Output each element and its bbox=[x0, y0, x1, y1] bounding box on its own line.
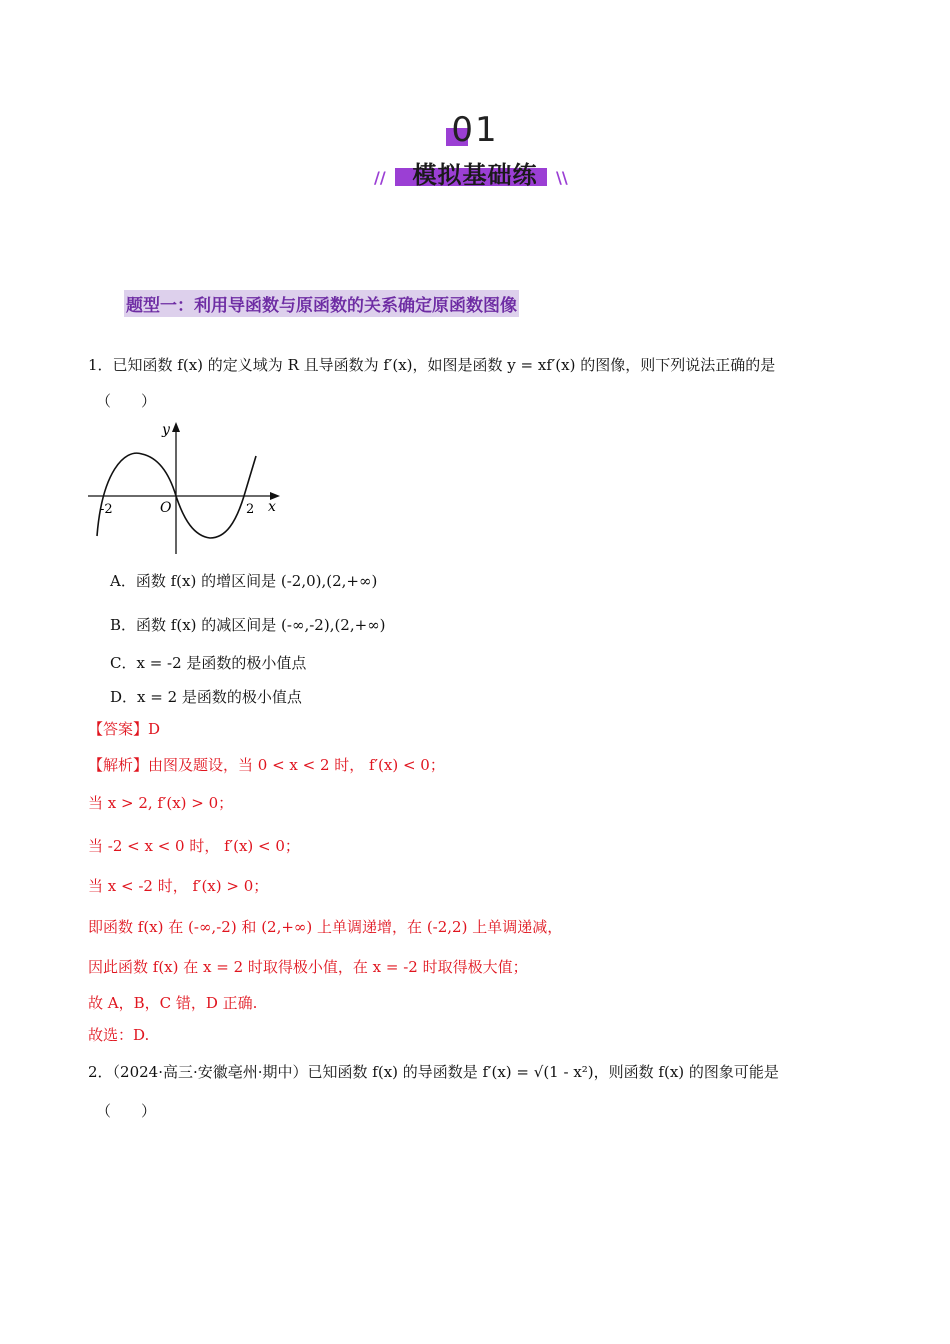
y-axis-arrow bbox=[172, 422, 180, 432]
q2-stem: 2．（2024·高三·安徽亳州·期中）已知函数 f(x) 的导函数是 f′(x) = √(1 - x²)，则函数 f(x) 的图象可能是 bbox=[88, 1063, 779, 1081]
chapter-number: 01 bbox=[451, 110, 499, 150]
section-heading: 题型一：利用导函数与原函数的关系确定原函数图像 bbox=[124, 290, 519, 317]
analysis-line-6: 因此函数 f(x) 在 x = 2 时取得极小值，在 x = -2 时取得极大值； bbox=[88, 958, 528, 976]
q2-blank: （ ） bbox=[96, 1102, 157, 1120]
q1-graph bbox=[86, 418, 286, 558]
option-b: B．函数 f(x) 的减区间是 (-∞,-2),(2,+∞) bbox=[110, 616, 386, 634]
tick-pos-2: 2 bbox=[246, 502, 255, 517]
analysis-line-4: 当 x < -2 时， f′(x) > 0； bbox=[88, 877, 269, 895]
y-label: y bbox=[162, 422, 170, 438]
q1-blank: （ ） bbox=[96, 392, 157, 410]
option-a: A．函数 f(x) 的增区间是 (-2,0),(2,+∞) bbox=[110, 572, 378, 590]
analysis-line-3: 当 -2 < x < 0 时， f′(x) < 0； bbox=[88, 837, 300, 855]
x-label: x bbox=[268, 499, 276, 515]
analysis-line-7: 故 A，B，C 错，D 正确. bbox=[88, 994, 258, 1012]
answer: 【答案】D bbox=[88, 720, 161, 738]
chapter-title: 模拟基础练 bbox=[412, 161, 538, 189]
analysis-line-8: 故选：D. bbox=[88, 1026, 150, 1044]
tick-neg-2: -2 bbox=[100, 502, 113, 517]
analysis-line-5: 即函数 f(x) 在 (-∞,-2) 和 (2,+∞) 上单调递增，在 (-2,2) 上单调递减， bbox=[88, 918, 563, 936]
analysis-line-2: 当 x > 2, f′(x) > 0； bbox=[88, 794, 234, 812]
option-d: D．x = 2 是函数的极小值点 bbox=[110, 688, 302, 706]
left-slashes: // bbox=[374, 168, 386, 187]
q1-stem: 1．已知函数 f(x) 的定义域为 R 且导函数为 f′(x)，如图是函数 y = xf′(x) 的图像，则下列说法正确的是 bbox=[88, 356, 776, 374]
option-c: C．x = -2 是函数的极小值点 bbox=[110, 654, 307, 672]
analysis-line-1: 【解析】由图及题设，当 0 < x < 2 时， f′(x) < 0； bbox=[88, 756, 445, 774]
origin-label: O bbox=[160, 500, 172, 516]
right-slashes: \\ bbox=[556, 168, 568, 187]
